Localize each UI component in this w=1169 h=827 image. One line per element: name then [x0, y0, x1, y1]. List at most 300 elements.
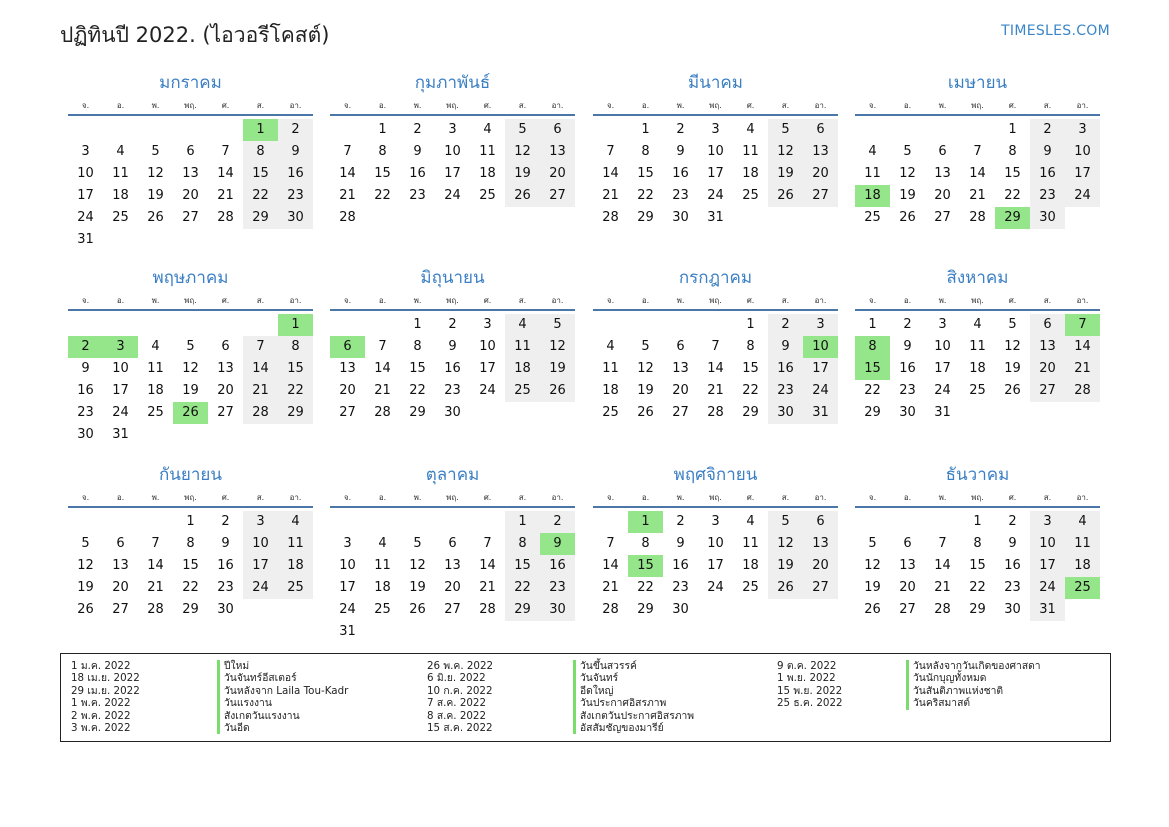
day-cell: 28 — [602, 602, 619, 617]
day-cell: 15 — [374, 166, 391, 181]
day-cell: 16 — [409, 166, 426, 181]
day-cell: 4 — [746, 514, 755, 529]
week-row — [593, 185, 838, 207]
month-name: มีนาคม — [688, 73, 743, 93]
weekday-label: ศ. — [1008, 296, 1017, 305]
week-row — [330, 185, 575, 207]
day-cell: 6 — [903, 536, 912, 551]
day-cell: 5 — [413, 536, 422, 551]
day-cell-empty — [768, 599, 803, 621]
weekday-label: ส. — [1043, 296, 1052, 305]
weekday-label: อ. — [116, 296, 125, 305]
day-cell: 29 — [182, 602, 199, 617]
day-cell: 31 — [934, 405, 951, 420]
day-cell: 3 — [711, 122, 720, 137]
weekday-header — [855, 488, 1100, 508]
weekday-header — [593, 96, 838, 116]
day-cell: 23 — [672, 188, 689, 203]
week-row — [68, 141, 313, 163]
day-cell-empty — [995, 402, 1030, 424]
week-row — [593, 163, 838, 185]
day-cell: 13 — [934, 166, 951, 181]
weekday-label: ส. — [518, 296, 527, 305]
weekday-label: ศ. — [483, 296, 492, 305]
day-cell: 20 — [217, 383, 234, 398]
day-cell: 10 — [479, 339, 496, 354]
day-cell: 27 — [217, 405, 234, 420]
week-row — [855, 119, 1100, 141]
day-cell: 25 — [505, 380, 540, 402]
day-cell: 29 — [505, 599, 540, 621]
weekday-label: อา. — [1076, 296, 1089, 305]
day-cell-empty — [435, 621, 470, 643]
day-cell: 21 — [217, 188, 234, 203]
day-cell: 6 — [1030, 314, 1065, 336]
day-cell: 3 — [1030, 511, 1065, 533]
week-row — [593, 314, 838, 336]
day-cell: 8 — [413, 339, 422, 354]
weekday-label: พ. — [676, 493, 685, 502]
day-cell: 30 — [672, 210, 689, 225]
week-row — [855, 358, 1100, 380]
day-cell-empty — [400, 621, 435, 643]
day-cell: 27 — [803, 185, 838, 207]
day-cell-empty — [138, 511, 173, 533]
week-row — [593, 511, 838, 533]
day-cell: 5 — [768, 119, 803, 141]
weekday-label: ส. — [781, 296, 790, 305]
day-cell: 6 — [116, 536, 125, 551]
day-cell: 24 — [707, 188, 724, 203]
holiday-day-cell: 3 — [103, 336, 138, 358]
day-cell: 25 — [278, 577, 313, 599]
month-8 — [855, 265, 1100, 424]
day-cell-empty — [505, 207, 540, 229]
day-cell: 16 — [672, 166, 689, 181]
weekday-label: อา. — [814, 101, 827, 110]
day-cell-empty — [330, 511, 365, 533]
day-cell: 17 — [707, 558, 724, 573]
weekday-label: จ. — [343, 493, 352, 502]
day-cell: 15 — [409, 361, 426, 376]
day-cell: 7 — [378, 339, 387, 354]
day-cell: 1 — [746, 317, 755, 332]
day-cell: 27 — [540, 185, 575, 207]
day-cell: 8 — [278, 336, 313, 358]
weekday-label: อ. — [641, 101, 650, 110]
weekday-label: อา. — [289, 493, 302, 502]
day-cell: 10 — [934, 339, 951, 354]
day-cell: 14 — [1065, 336, 1100, 358]
holiday-entry: 18 เม.ย. 2022 — [71, 672, 140, 685]
weekday-label: จ. — [868, 493, 877, 502]
week-row — [593, 533, 838, 555]
week-row — [68, 511, 313, 533]
day-cell-empty — [890, 119, 925, 141]
day-cell: 26 — [409, 602, 426, 617]
weekday-header — [68, 291, 313, 311]
weekday-header — [593, 488, 838, 508]
day-cell: 4 — [116, 144, 125, 159]
holiday-day-cell: 1 — [243, 119, 278, 141]
day-cell: 16 — [672, 558, 689, 573]
day-cell: 7 — [343, 144, 352, 159]
day-cell-empty — [540, 402, 575, 424]
day-cell-empty — [208, 314, 243, 336]
day-cell: 23 — [1004, 580, 1021, 595]
day-cell: 9 — [903, 339, 912, 354]
week-row — [855, 314, 1100, 336]
month-7 — [593, 265, 838, 424]
weekday-header — [855, 96, 1100, 116]
day-cell: 17 — [77, 188, 94, 203]
day-cell: 20 — [444, 580, 461, 595]
day-cell-empty — [278, 229, 313, 251]
holiday-day-cell: 2 — [68, 336, 103, 358]
week-row — [855, 599, 1100, 621]
day-cell-empty — [365, 511, 400, 533]
day-cell-empty — [138, 314, 173, 336]
day-cell: 20 — [934, 188, 951, 203]
day-cell: 29 — [278, 402, 313, 424]
holiday-day-cell: 10 — [803, 336, 838, 358]
day-cell: 16 — [444, 361, 461, 376]
day-cell: 5 — [81, 536, 90, 551]
day-cell: 1 — [413, 317, 422, 332]
day-cell: 31 — [77, 232, 94, 247]
month-name: กุมภาพันธ์ — [414, 73, 491, 93]
day-cell: 22 — [637, 188, 654, 203]
day-cell-empty — [365, 314, 400, 336]
day-cell: 27 — [803, 577, 838, 599]
day-cell: 16 — [768, 358, 803, 380]
weekday-label: ส. — [781, 493, 790, 502]
day-cell: 11 — [602, 361, 619, 376]
holiday-entry: 29 เม.ย. 2022 — [71, 684, 140, 697]
day-cell: 4 — [868, 144, 877, 159]
day-cell: 15 — [182, 558, 199, 573]
day-cell: 8 — [973, 536, 982, 551]
day-cell: 10 — [444, 144, 461, 159]
day-cell-empty — [138, 229, 173, 251]
page-title: ปฏิทินปี 2022. (ไอวอรีโคสต์) — [60, 23, 330, 47]
day-cell: 1 — [186, 514, 195, 529]
day-cell: 18 — [602, 383, 619, 398]
weekday-label: อา. — [1076, 101, 1089, 110]
day-cell: 23 — [899, 383, 916, 398]
week-row — [330, 119, 575, 141]
day-cell: 16 — [77, 383, 94, 398]
day-cell: 4 — [606, 339, 615, 354]
day-cell: 7 — [938, 536, 947, 551]
day-cell: 3 — [711, 514, 720, 529]
holiday-entry: วันประกาศอิสรภาพ — [573, 697, 694, 709]
holiday-entry: วันจันทร์อีสเตอร์ — [217, 672, 348, 684]
week-row — [593, 380, 838, 402]
weekday-label: จ. — [343, 296, 352, 305]
month-name: มิถุนายน — [420, 268, 485, 288]
holiday-entry: 2 พ.ค. 2022 — [71, 709, 131, 722]
month-3 — [593, 70, 838, 229]
weekday-label: พฤ. — [184, 493, 197, 502]
week-row — [855, 185, 1100, 207]
day-cell: 24 — [112, 405, 129, 420]
day-cell: 30 — [217, 602, 234, 617]
day-cell-empty — [855, 119, 890, 141]
day-cell: 23 — [672, 580, 689, 595]
day-cell-empty — [960, 402, 995, 424]
day-cell: 10 — [112, 361, 129, 376]
day-cell: 26 — [899, 210, 916, 225]
weekday-label: ส. — [1043, 493, 1052, 502]
day-cell: 23 — [409, 188, 426, 203]
day-cell: 24 — [243, 577, 278, 599]
week-row — [330, 207, 575, 229]
day-cell: 9 — [81, 361, 90, 376]
day-cell: 24 — [707, 580, 724, 595]
day-cell: 22 — [637, 580, 654, 595]
weekday-label: อ. — [903, 493, 912, 502]
week-row — [855, 555, 1100, 577]
day-cell: 26 — [864, 602, 881, 617]
day-cell: 29 — [742, 405, 759, 420]
holiday-entry: วันจันทร์ — [573, 672, 694, 684]
day-cell-empty — [365, 207, 400, 229]
day-cell: 20 — [803, 163, 838, 185]
day-cell: 17 — [112, 383, 129, 398]
day-cell: 3 — [343, 536, 352, 551]
week-row — [68, 229, 313, 251]
weekday-label: พ. — [676, 296, 685, 305]
day-cell: 28 — [339, 210, 356, 225]
day-cell: 18 — [147, 383, 164, 398]
week-row — [68, 207, 313, 229]
day-cell: 1 — [868, 317, 877, 332]
day-cell-empty — [365, 621, 400, 643]
weekday-label: ส. — [518, 101, 527, 110]
weekday-label: พ. — [676, 101, 685, 110]
day-cell: 21 — [969, 188, 986, 203]
day-cell: 14 — [479, 558, 496, 573]
day-cell: 19 — [899, 188, 916, 203]
weekday-label: พ. — [938, 493, 947, 502]
day-cell: 24 — [1065, 185, 1100, 207]
day-cell: 2 — [1030, 119, 1065, 141]
day-cell: 31 — [112, 427, 129, 442]
day-cell: 26 — [637, 405, 654, 420]
day-cell-empty — [68, 511, 103, 533]
day-cell: 13 — [899, 558, 916, 573]
weekday-label: อ. — [116, 493, 125, 502]
day-cell: 18 — [1065, 555, 1100, 577]
weekday-label: อา. — [551, 493, 564, 502]
day-cell: 29 — [637, 210, 654, 225]
holiday-names-col-2 — [573, 660, 694, 734]
day-cell: 16 — [899, 361, 916, 376]
day-cell: 12 — [637, 361, 654, 376]
weekday-label: อ. — [378, 493, 387, 502]
day-cell: 9 — [1030, 141, 1065, 163]
day-cell: 23 — [217, 580, 234, 595]
day-cell: 4 — [746, 122, 755, 137]
week-row — [593, 402, 838, 424]
holiday-dates-col-2 — [427, 660, 493, 734]
holiday-entry: วันขึ้นสวรรค์ — [573, 660, 694, 672]
day-cell: 18 — [969, 361, 986, 376]
day-cell: 6 — [186, 144, 195, 159]
day-cell: 5 — [868, 536, 877, 551]
day-cell: 17 — [803, 358, 838, 380]
week-row — [593, 207, 838, 229]
day-cell: 19 — [637, 383, 654, 398]
day-cell: 13 — [444, 558, 461, 573]
weekday-label: จ. — [81, 493, 90, 502]
day-cell: 11 — [505, 336, 540, 358]
day-cell: 14 — [602, 558, 619, 573]
day-cell: 5 — [540, 314, 575, 336]
day-cell: 3 — [803, 314, 838, 336]
day-cell: 21 — [339, 188, 356, 203]
holiday-entry: 1 พ.ค. 2022 — [71, 697, 131, 710]
week-row — [855, 207, 1100, 229]
holiday-day-cell: 26 — [173, 402, 208, 424]
day-cell: 12 — [899, 166, 916, 181]
day-cell: 23 — [1030, 185, 1065, 207]
day-cell-empty — [628, 314, 663, 336]
day-cell: 11 — [742, 144, 759, 159]
day-cell: 8 — [746, 339, 755, 354]
week-row — [68, 555, 313, 577]
day-cell: 19 — [540, 358, 575, 380]
day-cell: 10 — [1030, 533, 1065, 555]
weekday-label: ส. — [256, 101, 265, 110]
holiday-entry: 1 พ.ย. 2022 — [777, 672, 836, 685]
day-cell-empty — [1065, 207, 1100, 229]
day-cell: 20 — [803, 555, 838, 577]
day-cell-empty — [540, 207, 575, 229]
day-cell: 12 — [77, 558, 94, 573]
day-cell: 19 — [864, 580, 881, 595]
day-cell: 3 — [81, 144, 90, 159]
day-cell: 7 — [606, 536, 615, 551]
day-cell: 21 — [602, 580, 619, 595]
day-cell-empty — [103, 314, 138, 336]
weekday-label: อา. — [289, 101, 302, 110]
day-cell: 7 — [606, 144, 615, 159]
day-cell: 20 — [339, 383, 356, 398]
day-cell: 12 — [768, 533, 803, 555]
weekday-label: จ. — [81, 296, 90, 305]
day-cell-empty — [505, 402, 540, 424]
day-cell-empty — [470, 207, 505, 229]
month-4 — [855, 70, 1100, 229]
day-cell: 14 — [374, 361, 391, 376]
day-cell: 31 — [803, 402, 838, 424]
day-cell: 10 — [707, 144, 724, 159]
weekday-label: พฤ. — [709, 101, 722, 110]
day-cell-empty — [243, 314, 278, 336]
day-cell: 21 — [374, 383, 391, 398]
day-cell: 13 — [339, 361, 356, 376]
day-cell: 17 — [707, 166, 724, 181]
holiday-entry: วันหลังจาก Laila Tou-Kadr — [217, 685, 348, 697]
weekday-label: พฤ. — [446, 296, 459, 305]
month-5 — [68, 265, 313, 446]
week-row — [68, 402, 313, 424]
day-cell: 15 — [742, 361, 759, 376]
day-cell: 12 — [409, 558, 426, 573]
weekday-label: อา. — [551, 296, 564, 305]
day-cell: 4 — [1065, 511, 1100, 533]
week-row — [855, 402, 1100, 424]
day-cell: 6 — [938, 144, 947, 159]
day-cell: 2 — [676, 514, 685, 529]
day-cell: 29 — [409, 405, 426, 420]
weekday-label: ศ. — [221, 493, 230, 502]
day-cell: 31 — [707, 210, 724, 225]
day-cell: 10 — [1065, 141, 1100, 163]
week-row — [855, 511, 1100, 533]
day-cell: 17 — [444, 166, 461, 181]
week-row — [330, 402, 575, 424]
day-cell: 30 — [540, 599, 575, 621]
day-cell: 27 — [182, 210, 199, 225]
holiday-entry: 10 ก.ค. 2022 — [427, 684, 493, 697]
weekday-label: ศ. — [483, 493, 492, 502]
day-cell: 27 — [672, 405, 689, 420]
holiday-entry: วันแรงงาน — [217, 697, 348, 709]
day-cell: 8 — [641, 144, 650, 159]
day-cell: 6 — [676, 339, 685, 354]
holiday-entry: 3 พ.ค. 2022 — [71, 721, 131, 734]
weekday-label: พฤ. — [709, 296, 722, 305]
day-cell: 30 — [77, 427, 94, 442]
day-cell: 25 — [969, 383, 986, 398]
day-cell: 29 — [637, 602, 654, 617]
day-cell: 2 — [448, 317, 457, 332]
day-cell-empty — [470, 511, 505, 533]
day-cell: 26 — [1004, 383, 1021, 398]
day-cell: 27 — [934, 210, 951, 225]
day-cell: 19 — [77, 580, 94, 595]
day-cell: 9 — [676, 536, 685, 551]
day-cell: 9 — [413, 144, 422, 159]
day-cell: 30 — [1030, 207, 1065, 229]
day-cell: 24 — [1030, 577, 1065, 599]
day-cell: 28 — [374, 405, 391, 420]
day-cell-empty — [593, 314, 628, 336]
weekday-label: พ. — [151, 296, 160, 305]
day-cell: 6 — [221, 339, 230, 354]
day-cell: 22 — [864, 383, 881, 398]
day-cell: 29 — [243, 207, 278, 229]
holiday-entry: วันคริสมาสต์ — [906, 697, 1041, 709]
holiday-entry: 15 ส.ค. 2022 — [427, 721, 493, 734]
day-cell: 14 — [602, 166, 619, 181]
site-brand-link[interactable]: TIMESLES.COM — [1001, 23, 1110, 39]
day-cell-empty — [173, 229, 208, 251]
day-cell: 25 — [147, 405, 164, 420]
week-row — [593, 119, 838, 141]
day-cell: 19 — [182, 383, 199, 398]
day-cell: 21 — [1065, 358, 1100, 380]
day-cell-empty — [803, 207, 838, 229]
day-cell-empty — [68, 314, 103, 336]
weekday-label: พฤ. — [184, 296, 197, 305]
day-cell: 6 — [448, 536, 457, 551]
holiday-entry: 9 ต.ค. 2022 — [777, 660, 837, 672]
week-row — [68, 358, 313, 380]
